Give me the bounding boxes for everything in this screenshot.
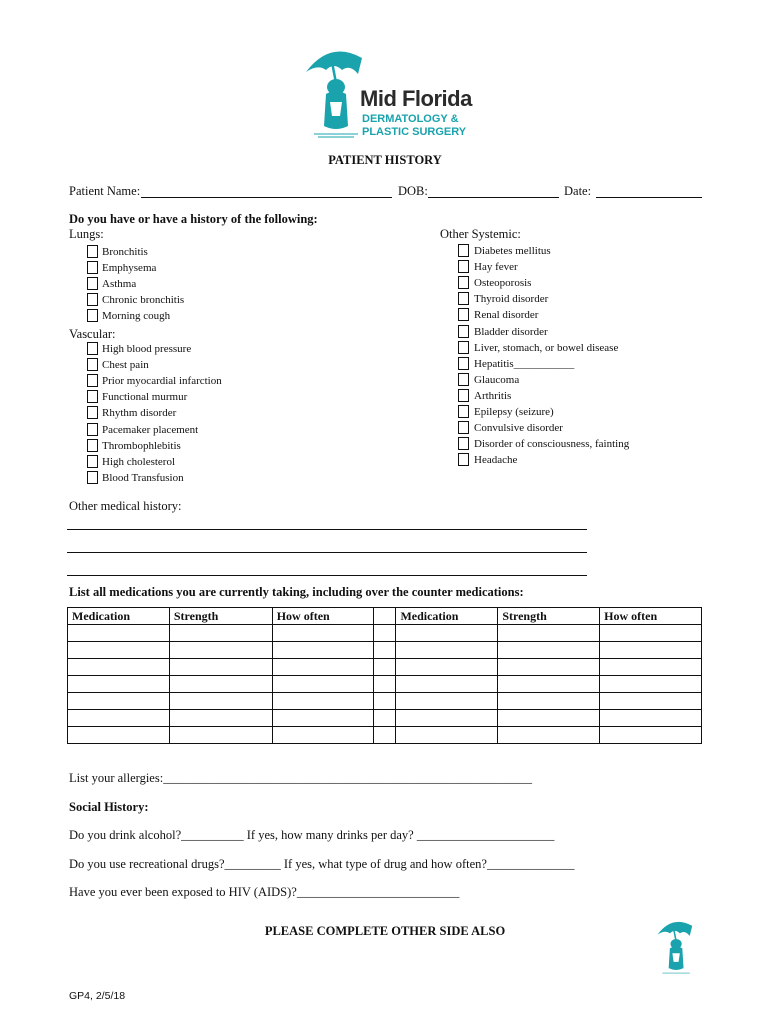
- medications-column-header: Medication: [396, 608, 498, 625]
- medication-cell[interactable]: [600, 676, 702, 693]
- lungs-item-label: Asthma: [102, 278, 137, 291]
- medication-cell: [374, 659, 396, 676]
- systemic-item-label: Osteoporosis: [474, 277, 532, 290]
- table-row: [68, 676, 702, 693]
- lungs-item-label: Bronchitis: [102, 246, 148, 258]
- vascular-label: Vascular:: [69, 327, 116, 341]
- medication-cell[interactable]: [68, 625, 170, 642]
- vascular-checkbox[interactable]: [87, 471, 98, 484]
- medications-column-header: Medication: [68, 608, 170, 625]
- medication-cell[interactable]: [498, 642, 600, 659]
- medication-cell: [374, 710, 396, 727]
- umbrella-figure-icon: [300, 42, 362, 142]
- vascular-item-label: Prior myocardial infarction: [102, 375, 222, 388]
- medication-cell[interactable]: [600, 659, 702, 676]
- dob-field[interactable]: [428, 197, 559, 198]
- medication-cell[interactable]: [600, 693, 702, 710]
- vascular-item-label: Pacemaker placement: [102, 423, 199, 436]
- alcohol-question[interactable]: Do you drink alcohol?__________ If yes, how many drinks per day? ______________________: [69, 828, 555, 842]
- systemic-checkbox[interactable]: [458, 437, 469, 450]
- systemic-item-label: Hepatitis___________: [474, 357, 575, 370]
- systemic-item-label: Bladder disorder: [474, 325, 548, 338]
- medication-cell[interactable]: [169, 727, 272, 744]
- medication-cell[interactable]: [272, 625, 374, 642]
- vascular-checkbox[interactable]: [87, 374, 98, 387]
- medication-cell[interactable]: [68, 693, 170, 710]
- systemic-checkbox[interactable]: [458, 357, 469, 370]
- medications-column-header: [374, 608, 396, 625]
- history-question: Do you have or have a history of the following:: [69, 212, 318, 226]
- lungs-item-label: Chronic bronchitis: [102, 294, 185, 307]
- systemic-item-label: Headache: [474, 454, 518, 467]
- vascular-checkbox[interactable]: [87, 342, 98, 355]
- dob-label: DOB:: [398, 184, 428, 198]
- patient-name-label: Patient Name:: [69, 184, 141, 198]
- medications-column-header: Strength: [169, 608, 272, 625]
- medication-cell[interactable]: [396, 676, 498, 693]
- systemic-item-label: Renal disorder: [474, 309, 539, 322]
- hiv-question[interactable]: Have you ever been exposed to HIV (AIDS)?__________________________: [69, 885, 460, 899]
- systemic-item-label: Glaucoma: [474, 373, 520, 386]
- systemic-checkbox[interactable]: [458, 260, 469, 273]
- medication-cell[interactable]: [396, 727, 498, 744]
- medication-cell[interactable]: [498, 710, 600, 727]
- systemic-checkbox[interactable]: [458, 292, 469, 305]
- other-history-line-3[interactable]: [67, 575, 587, 576]
- systemic-item-label: Thyroid disorder: [474, 293, 549, 306]
- medication-cell[interactable]: [498, 625, 600, 642]
- medication-cell[interactable]: [68, 642, 170, 659]
- medication-cell: [374, 676, 396, 693]
- medication-cell[interactable]: [396, 659, 498, 676]
- systemic-item-label: Epilepsy (seizure): [474, 406, 554, 418]
- medication-cell[interactable]: [498, 727, 600, 744]
- date-field[interactable]: [596, 197, 702, 198]
- vascular-checkbox[interactable]: [87, 455, 98, 468]
- clinic-logo: [300, 42, 480, 142]
- medication-cell[interactable]: [498, 659, 600, 676]
- lungs-item-label: Morning cough: [102, 310, 171, 323]
- clinic-name: Mid Florida: [360, 86, 472, 111]
- medication-cell[interactable]: [396, 693, 498, 710]
- systemic-checkbox[interactable]: [458, 341, 469, 354]
- clinic-subtitle: DERMATOLOGY & PLASTIC SURGERY: [362, 113, 467, 138]
- systemic-checkbox[interactable]: [458, 405, 469, 418]
- medication-cell[interactable]: [169, 693, 272, 710]
- table-row: [68, 693, 702, 710]
- lungs-checkbox[interactable]: [87, 309, 98, 322]
- systemic-item-label: Liver, stomach, or bowel disease: [474, 341, 619, 354]
- medication-cell[interactable]: [272, 693, 374, 710]
- systemic-item-label: Hay fever: [474, 261, 518, 274]
- vascular-item-label: High blood pressure: [102, 343, 192, 355]
- medication-cell: [374, 727, 396, 744]
- systemic-label: Other Systemic:: [440, 227, 521, 241]
- medications-column-header: Strength: [498, 608, 600, 625]
- other-history-line-1[interactable]: [67, 529, 587, 530]
- systemic-item-label: Arthritis: [474, 389, 512, 402]
- medication-cell: [374, 693, 396, 710]
- medication-cell[interactable]: [600, 727, 702, 744]
- medication-cell[interactable]: [600, 642, 702, 659]
- systemic-checkbox[interactable]: [458, 421, 469, 434]
- medication-cell[interactable]: [169, 625, 272, 642]
- vascular-checkbox[interactable]: [87, 406, 98, 419]
- medication-cell[interactable]: [68, 676, 170, 693]
- lungs-label: Lungs:: [69, 227, 104, 241]
- medications-heading: List all medications you are currently taking, including over the counter medications:: [69, 585, 524, 599]
- table-row: [68, 727, 702, 744]
- systemic-checkbox[interactable]: [458, 276, 469, 289]
- medication-cell[interactable]: [169, 659, 272, 676]
- table-row: [68, 659, 702, 676]
- umbrella-figure-icon: [646, 916, 700, 978]
- lungs-item-label: Emphysema: [102, 262, 157, 275]
- vascular-checkbox[interactable]: [87, 390, 98, 403]
- systemic-item-label: Convulsive disorder: [474, 422, 563, 435]
- medication-cell[interactable]: [272, 642, 374, 659]
- medication-cell: [374, 642, 396, 659]
- vascular-checkbox[interactable]: [87, 439, 98, 452]
- medication-cell[interactable]: [272, 710, 374, 727]
- vascular-checkbox[interactable]: [87, 423, 98, 436]
- page-title: PATIENT HISTORY: [328, 153, 442, 167]
- systemic-item-label: Diabetes mellitus: [474, 245, 551, 257]
- medications-header-row: [68, 608, 702, 625]
- medication-cell[interactable]: [272, 727, 374, 744]
- systemic-checkbox[interactable]: [458, 308, 469, 321]
- patient-name-field[interactable]: [141, 197, 392, 198]
- medication-cell[interactable]: [498, 693, 600, 710]
- medications-column-header: How often: [600, 608, 702, 625]
- medication-cell[interactable]: [396, 625, 498, 642]
- table-row: [68, 642, 702, 659]
- medication-cell[interactable]: [169, 710, 272, 727]
- medications-table: [67, 607, 702, 744]
- vascular-item-label: Functional murmur: [102, 391, 188, 404]
- vascular-item-label: High cholesterol: [102, 455, 176, 468]
- systemic-checkbox[interactable]: [458, 453, 469, 466]
- medication-cell[interactable]: [396, 642, 498, 659]
- date-label: Date:: [564, 184, 592, 198]
- other-history-line-2[interactable]: [67, 552, 587, 553]
- medication-cell[interactable]: [68, 710, 170, 727]
- drugs-question[interactable]: Do you use recreational drugs?_________ If yes, what type of drug and how often?______________: [69, 857, 575, 871]
- table-row: [68, 710, 702, 727]
- systemic-checkbox[interactable]: [458, 373, 469, 386]
- medication-cell[interactable]: [68, 727, 170, 744]
- medication-cell[interactable]: [169, 676, 272, 693]
- medication-cell[interactable]: [272, 659, 374, 676]
- medication-cell[interactable]: [396, 710, 498, 727]
- complete-other-side-note: PLEASE COMPLETE OTHER SIDE ALSO: [264, 924, 506, 938]
- vascular-checkbox[interactable]: [87, 358, 98, 371]
- medications-column-header: How often: [272, 608, 374, 625]
- systemic-checkbox[interactable]: [458, 389, 469, 402]
- vascular-item-label: Rhythm disorder: [102, 407, 177, 420]
- lungs-checkbox[interactable]: [87, 245, 98, 258]
- allergies-field[interactable]: List your allergies:___________________________________________________________: [69, 771, 532, 785]
- medication-cell[interactable]: [68, 659, 170, 676]
- medication-cell: [374, 625, 396, 642]
- social-history-heading: Social History:: [69, 800, 149, 814]
- lungs-checkbox[interactable]: [87, 261, 98, 274]
- medication-cell[interactable]: [169, 642, 272, 659]
- small-logo: [646, 916, 700, 983]
- lungs-checkbox[interactable]: [87, 293, 98, 306]
- vascular-item-label: Thrombophlebitis: [102, 439, 181, 452]
- medication-cell[interactable]: [600, 710, 702, 727]
- form-code: GP4, 2/5/18: [69, 990, 126, 1002]
- vascular-item-label: Chest pain: [102, 359, 149, 372]
- medication-cell[interactable]: [498, 676, 600, 693]
- medication-cell[interactable]: [272, 676, 374, 693]
- vascular-item-label: Blood Transfusion: [102, 471, 184, 484]
- other-history-label: Other medical history:: [69, 499, 182, 513]
- systemic-checkbox[interactable]: [458, 325, 469, 338]
- table-row: [68, 625, 702, 642]
- systemic-checkbox[interactable]: [458, 244, 469, 257]
- systemic-item-label: Disorder of consciousness, fainting: [474, 438, 630, 451]
- medication-cell[interactable]: [600, 625, 702, 642]
- lungs-checkbox[interactable]: [87, 277, 98, 290]
